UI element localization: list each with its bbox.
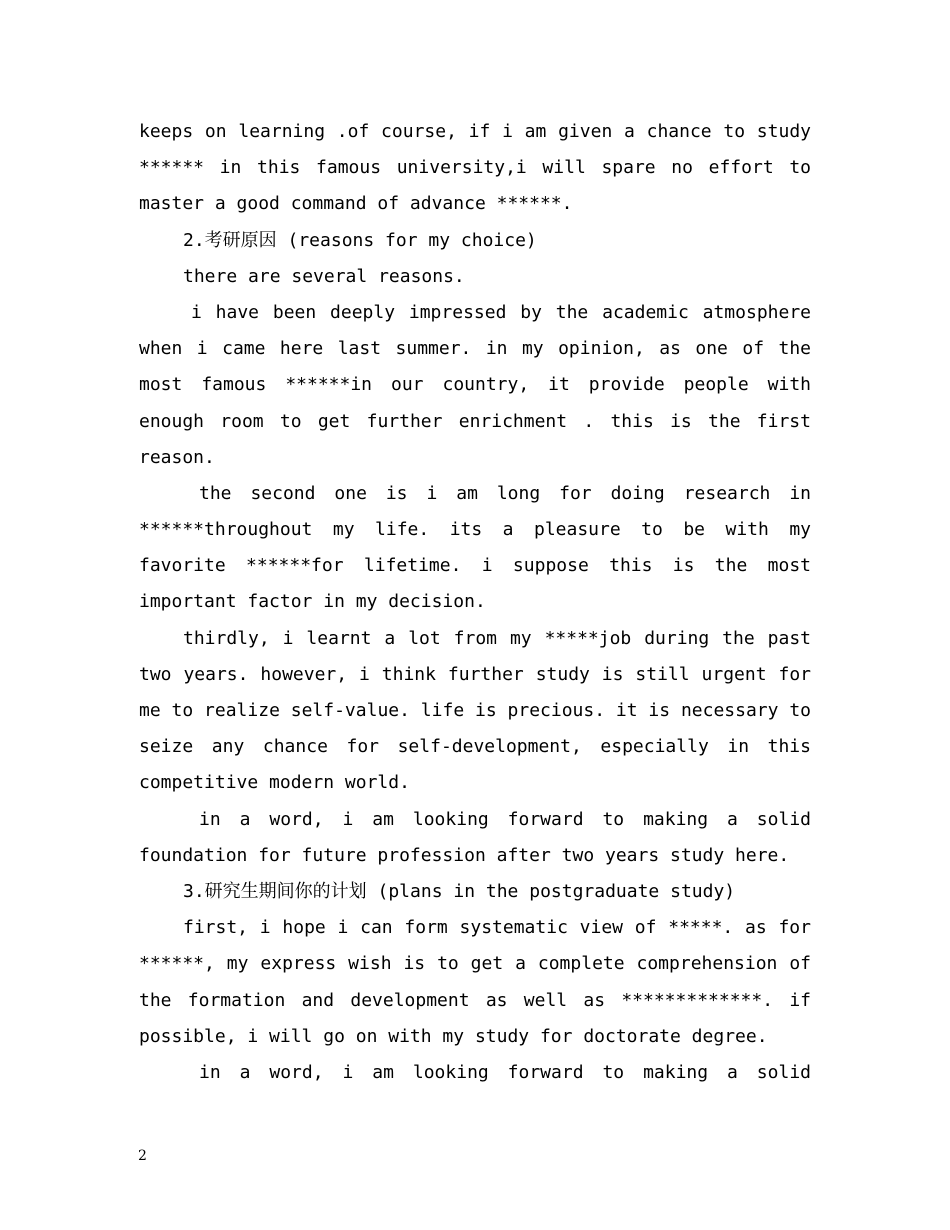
text-line-21: foundation for future profession after two years study here. [139, 844, 790, 866]
text-line-15: thirdly, i learnt a lot from my *****job during the past [183, 627, 811, 649]
page-number: 2 [138, 1148, 147, 1164]
text-line-19: competitive modern world. [139, 772, 410, 794]
text-line-16: two years. however, i think further study is still urgent for [139, 663, 811, 685]
text-line-7: when i came here last summer. in my opinion, as one of the [139, 338, 811, 360]
text-line-1: keeps on learning .of course, if i am given a chance to study [139, 121, 811, 142]
text-line-13: favorite ******for lifetime. i suppose this is the most [139, 555, 811, 577]
text-line-2: ****** in this famous university,i will spare no effort to [139, 157, 811, 179]
text-line-8: most famous ******in our country, it provide people with [139, 374, 811, 396]
text-line-23: first, i hope i can form systematic view of *****. as for [183, 917, 811, 939]
text-line-10: reason. [139, 446, 215, 468]
text-line-9: enough room to get further enrichment . this is the first [139, 410, 811, 432]
text-line-27: in a word, i am looking forward to making a solid [199, 1061, 811, 1083]
document-body [139, 114, 811, 1091]
text-line-5: there are several reasons. [183, 265, 465, 287]
text-line-25: the formation and development as well as *************. if [139, 989, 811, 1011]
text-line-6: i have been deeply impressed by the academic atmosphere [191, 301, 811, 323]
text-line-20: in a word, i am looking forward to making a solid [199, 808, 811, 830]
section-heading-plans: 3.研究生期间你的计划 (plans in the postgraduate study) [183, 880, 736, 902]
text-line-17: me to realize self-value. life is precious. it is necessary to [139, 700, 811, 721]
text-line-26: possible, i will go on with my study for doctorate degree. [139, 1025, 768, 1047]
text-line-24: ******, my express wish is to get a complete comprehension of [139, 953, 811, 975]
text-line-12: ******throughout my life. its a pleasure to be with my [139, 519, 811, 541]
text-line-3: master a good command of advance ******. [139, 193, 573, 215]
section-heading-reasons: 2.考研原因 (reasons for my choice) [183, 229, 537, 251]
text-line-18: seize any chance for self-development, especially in this [139, 736, 811, 758]
text-line-14: important factor in my decision. [139, 591, 486, 613]
text-line-11: the second one is i am long for doing research in [199, 482, 811, 504]
